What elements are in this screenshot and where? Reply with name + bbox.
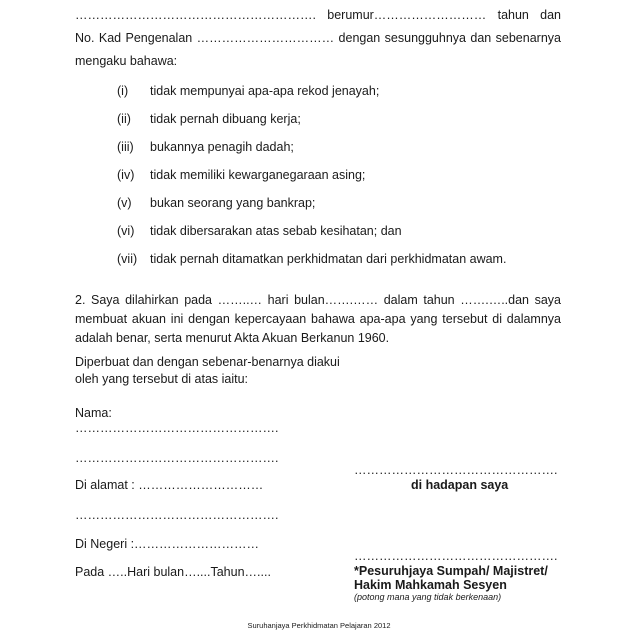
item-number: (v) [117,196,132,210]
declaration-line-1 [75,7,561,23]
item-number: (vi) [117,224,135,238]
item-number: (iii) [117,140,134,154]
age-suffix: tahun dan [497,8,561,22]
blank-line[interactable]: …………………………………………. [75,451,279,465]
declaration-text: dengan sesungguhnya dan sebenarnya [338,31,561,45]
signing-line-1: Diperbuat dan dengan sebenar-benarnya diakui [75,355,340,369]
page-footer: Suruhanjaya Perkhidmatan Pelajaran 2012 [247,621,391,630]
alamat-field[interactable]: Di alamat : ………………………… [75,478,264,492]
nama-label: Nama: [75,406,112,420]
ic-blank: No. Kad Pengenalan …………………………… [75,31,335,45]
blank-line[interactable]: …………………………………………. [75,508,279,522]
item-text: tidak dibersarakan atas sebab kesihatan; dan [150,224,402,238]
item-number: (iv) [117,168,135,182]
para2-line-2: membuat akuan ini dengan kepercayaan bahawa apa-apa yang tersebut di dalamnya [75,312,561,326]
declaration-line-3: mengaku bahawa: [75,54,178,68]
declaration-line-2 [75,30,561,46]
item-number: (ii) [117,112,131,126]
signing-line-2: oleh yang tersebut di atas iaitu: [75,372,249,386]
age-blank: berumur……………………… [327,8,487,22]
negeri-field[interactable]: Di Negeri :………………………… [75,537,260,551]
item-text: tidak pernah ditamatkan perkhidmatan dari perkhidmatan awam. [150,252,507,266]
item-text: bukan seorang yang bankrap; [150,196,316,210]
witness-signature-blank[interactable]: …………………………………………. [354,463,558,477]
para2-line-3: adalah benar, serta menurut Akta Akuan Berkanun 1960. [75,331,390,345]
item-text: bukannya penagih dadah; [150,140,294,154]
nama-blank[interactable]: …………………………………………. [75,421,279,435]
name-blank: …………………………………………………. [75,8,316,22]
para2-line-1: 2. Saya dilahirkan pada ……..… hari bulan…….…… dalam tahun …….…..dan saya [75,293,561,307]
pada-field[interactable]: Pada …..Hari bulan…....Tahun….... [75,565,271,579]
strike-note: (potong mana yang tidak berkenaan) [354,592,502,602]
item-text: tidak memiliki kewarganegaraan asing; [150,168,366,182]
witness-label: di hadapan saya [411,478,509,492]
commissioner-title-1: *Pesuruhjaya Sumpah/ Majistret/ [354,564,548,578]
item-number: (vii) [117,252,138,266]
item-number: (i) [117,84,129,98]
commissioner-title-2: Hakim Mahkamah Sesyen [354,578,507,592]
item-text: tidak mempunyai apa-apa rekod jenayah; [150,84,380,98]
commissioner-signature-blank[interactable]: …………………………………………. [354,549,558,563]
item-text: tidak pernah dibuang kerja; [150,112,301,126]
